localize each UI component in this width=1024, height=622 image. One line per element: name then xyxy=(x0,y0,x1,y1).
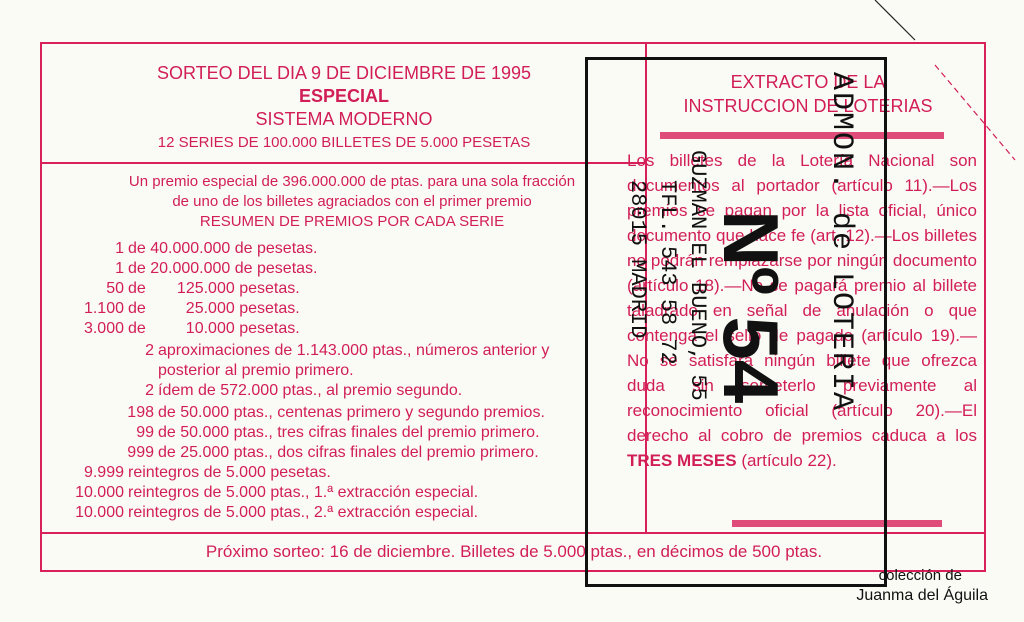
credit-line-1: colección de xyxy=(878,567,962,584)
prize-qty: 3.000 xyxy=(83,320,124,337)
prize-text: de 50.000 ptas., tres cifras finales del premio primero. xyxy=(158,424,540,441)
prize-text: aproximaciones de 1.143.000 ptas., números anterior y xyxy=(158,342,550,359)
prize-text: reintegros de 5.000 pesetas. xyxy=(128,464,331,481)
prize-qty: 50 xyxy=(106,280,124,297)
prize-text: reintegros de 5.000 ptas., 1.ª extracción especial. xyxy=(128,484,479,501)
prize-text: de 10.000 pesetas. xyxy=(128,320,300,337)
administration-stamp xyxy=(585,57,887,587)
tres-meses: TRES MESES xyxy=(627,451,737,470)
header-divider xyxy=(42,162,646,164)
credit-line-2: Juanma del Águila xyxy=(856,587,988,604)
prize-text: de 125.000 pesetas. xyxy=(128,280,300,297)
prize-qty: 1 xyxy=(115,260,124,277)
prize-qty: 2 xyxy=(145,382,154,399)
prize-text: de 25.000 pesetas. xyxy=(128,300,300,317)
prize-qty: 9.999 xyxy=(83,464,124,481)
stamp-city: 28015 MADRID xyxy=(625,180,650,339)
prize-text: de 25.000 ptas., dos cifras finales del premio primero. xyxy=(158,444,539,461)
draw-title: SORTEO DEL DIA 9 DE DICIEMBRE DE 1995 xyxy=(156,63,532,83)
sistema-label: SISTEMA MODERNO xyxy=(255,109,433,129)
stamp-address: GUZMAN EL BUENO, 55 xyxy=(685,150,710,401)
prize-text: de 50.000 ptas., centenas primero y segundo premios. xyxy=(158,404,545,421)
extracto-title-line-1: EXTRACTO DE LA xyxy=(730,72,886,92)
prize-text: de 40.000.000 de pesetas. xyxy=(128,240,318,257)
prize-text: de 20.000.000 de pesetas. xyxy=(128,260,318,277)
intro-line-1: Un premio especial de 396.000.000 de ptas. para una sola fracción xyxy=(128,173,576,190)
prize-qty: 10.000 xyxy=(75,504,124,521)
series-label: 12 SERIES DE 100.000 BILLETES DE 5.000 PESETAS xyxy=(157,134,531,151)
especial-label: ESPECIAL xyxy=(298,86,390,106)
prize-qty: 99 xyxy=(136,424,154,441)
prize-qty: 1 xyxy=(115,240,124,257)
next-draw-footer: Próximo sorteo: 16 de diciembre. Billetes de 5.000 ptas., en décimos de 500 ptas. xyxy=(205,542,823,561)
prize-qty: 10.000 xyxy=(75,484,124,501)
stamp-phone: TFL. 543 58 72 xyxy=(655,180,680,365)
resumen-heading: RESUMEN DE PREMIOS POR CADA SERIE xyxy=(199,213,505,230)
prize-qty: 1.100 xyxy=(83,300,124,317)
stamp-admon-line: ADMON. de LOTERIA xyxy=(824,72,858,413)
prize-qty: 999 xyxy=(127,444,154,461)
prize-qty: 198 xyxy=(127,404,154,421)
extracto-text-end: (artículo 22). xyxy=(736,451,837,470)
intro-line-2: de uno de los billetes agraciados con el primer premio xyxy=(172,193,532,210)
prize-summary xyxy=(62,172,642,232)
prize-qty: 2 xyxy=(145,342,154,359)
stamp-number: Nº 54 xyxy=(707,210,795,404)
extracto-title-line-2: INSTRUCCION DE LOTERIAS xyxy=(683,96,933,116)
prize-text: reintegros de 5.000 ptas., 2.ª extracción especial. xyxy=(128,504,479,521)
draw-header xyxy=(42,62,646,154)
diagonal-dashed-line xyxy=(875,0,1024,2)
extracto-text-main: Los billetes de la Lotería Nacional son documentos al portador (artículo 11).—Los premios se pagan por la lista oficial, único documento que hace fe (art. 12).—Los billetes no podrán remplazarse por ningún documento (artículo 18).—No se pagará premio al billete taladrado en señal de anulación o que contenga el sello de pagado (artículo 19).—No se satisfará ningún billete que ofrezca duda sin someterlo previamente al reconocimiento oficial (artículo 20).—El derecho al cobro de premios caduca a los xyxy=(627,151,977,445)
prize-text: ídem de 572.000 ptas., al premio segundo. xyxy=(158,382,463,399)
prize-text: posterior al premio primero. xyxy=(158,362,354,379)
